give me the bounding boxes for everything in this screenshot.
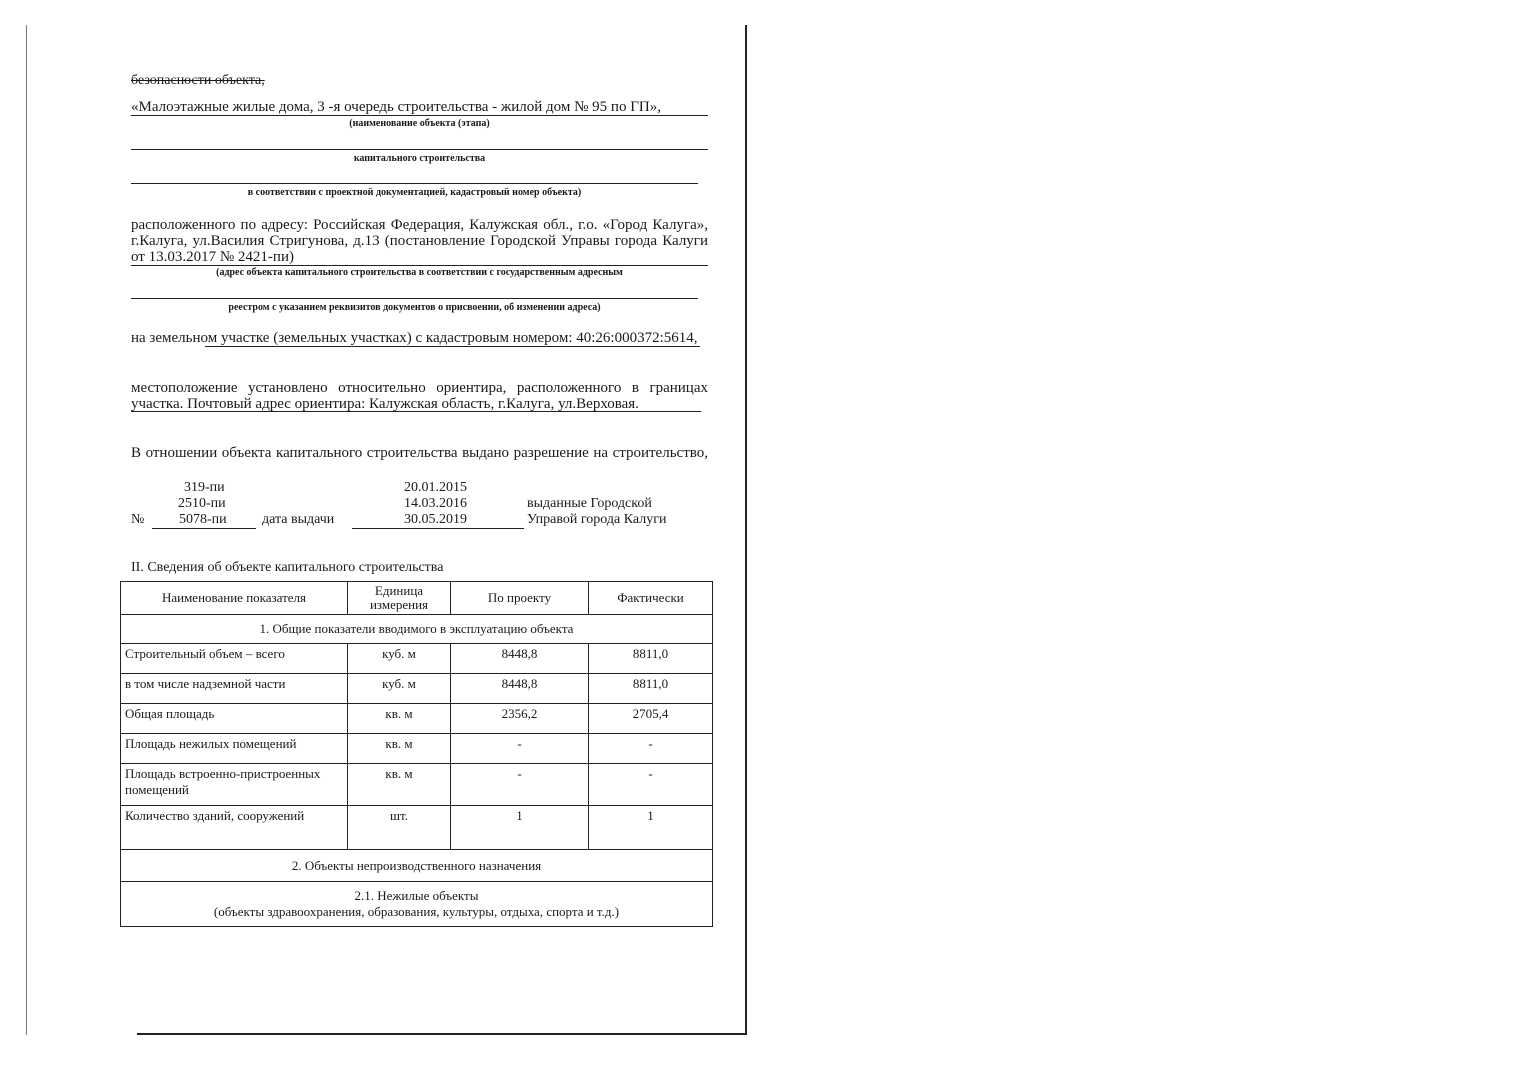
row-unit: кв. м [348,764,451,806]
object-name: «Малоэтажные жилые дома, 3 -я очередь строительства - жилой дом № 95 по ГП», [131,99,661,115]
section-2-title: 2. Объекты непроизводственного назначения [121,850,713,882]
caption-address-1: (адрес объекта капитального строительства в соответствии с государственным адресным [216,267,623,278]
section-2-1-title: 2.1. Нежилые объекты [354,888,479,903]
section-2-row [121,850,713,882]
row-fact: - [589,764,713,806]
row-fact: 8811,0 [589,674,713,704]
permit-date-label: дата выдачи [262,512,335,527]
row-unit: кв. м [348,734,451,764]
row-fact: 2705,4 [589,704,713,734]
section-title: II. Сведения об объекте капитального строительства [131,560,444,575]
row-plan: - [451,734,589,764]
section-2-1-row [121,882,713,927]
permit-number-2: 2510-пи [178,496,226,511]
section-1-title: 1. Общие показатели вводимого в эксплуатацию объекта [121,615,713,644]
permit-date-underline [352,528,524,529]
row-unit: куб. м [348,674,451,704]
row-plan: - [451,764,589,806]
permit-number-underline [152,528,256,529]
struck-text: безопасности объекта, [131,73,265,88]
row-fact: 8811,0 [589,644,713,674]
row-name: в том числе надземной части [121,674,348,704]
address-underline [131,265,708,266]
land-plot-text: на земельном участке (земельных участках) с кадастровым номером: 40:26:000372:5614, [131,330,698,346]
address-line-3: от 13.03.2017 № 2421-пи) [131,249,294,265]
table-row [121,674,713,704]
row-unit: куб. м [348,644,451,674]
table-row [121,644,713,674]
table-row [121,734,713,764]
object-name-underline [131,115,708,116]
header-name: Наименование показателя [121,582,348,615]
row-fact: 1 [589,806,713,850]
section-1-row [121,615,713,644]
table-row [121,764,713,806]
issuer-line-1: выданные Городской [527,496,652,511]
issuer-line-2: Управой города Калуги [527,512,667,527]
address-line-2: г.Калуга, ул.Василия Стригунова, д.13 (постановление Городской Управы города Калуги [131,233,708,249]
section-2-1-desc: (объекты здравоохранения, образования, культуры, отдыха, спорта и т.д.) [213,904,620,919]
row-fact: - [589,734,713,764]
location-line-1: местоположение установлено относительно ориентира, расположенного в границах [131,380,708,396]
header-fact: Фактически [589,582,713,615]
page-bottom-border [137,1033,746,1035]
header-plan: По проекту [451,582,589,615]
table-row [121,704,713,734]
caption-project-docs: в соответствии с проектной документацией, кадастровый номер объекта) [247,187,582,198]
left-scan-edge [26,25,27,1035]
row-plan: 8448,8 [451,674,589,704]
location-underline [131,411,701,412]
caption-address-2: реестром с указанием реквизитов документов о присвоении, об изменении адреса) [228,302,601,313]
row-unit: кв. м [348,704,451,734]
permit-number-1: 319-пи [184,480,225,495]
permit-date-1: 20.01.2015 [404,480,467,495]
caption-capital: капитального строительства [353,153,486,164]
object-info-table [120,581,713,927]
row-name: Общая площадь [121,704,348,734]
table-header-row [121,582,713,615]
caption-object: (наименование объекта (этапа) [349,118,490,129]
location-line-2: участка. Почтовый адрес ориентира: Калужская область, г.Калуга, ул.Верховая. [131,396,639,412]
row-plan: 1 [451,806,589,850]
row-name: Площадь нежилых помещений [121,734,348,764]
row-name: Количество зданий, сооружений [121,806,348,850]
row-name: Площадь встроенно-пристроенных помещений [121,764,348,806]
section-2-1-cell [121,882,713,927]
table-row [121,806,713,850]
header-unit: Единица измерения [348,582,451,615]
permit-intro: В отношении объекта капитального строительства выдано разрешение на строительство, [131,445,708,461]
row-plan: 8448,8 [451,644,589,674]
permit-no-label: № [131,512,145,527]
land-plot-underline [205,346,700,347]
page-right-border [745,25,747,1035]
permit-date-3: 30.05.2019 [404,512,467,527]
blank-line-2 [131,183,698,184]
row-unit: шт. [348,806,451,850]
address-line-1: расположенного по адресу: Российская Федерация, Калужская обл., г.о. «Город Калуга», [131,217,708,233]
blank-line-1 [131,149,708,150]
blank-line-3 [131,298,698,299]
row-plan: 2356,2 [451,704,589,734]
permit-number-3: 5078-пи [179,512,227,527]
row-name: Строительный объем – всего [121,644,348,674]
permit-date-2: 14.03.2016 [404,496,467,511]
